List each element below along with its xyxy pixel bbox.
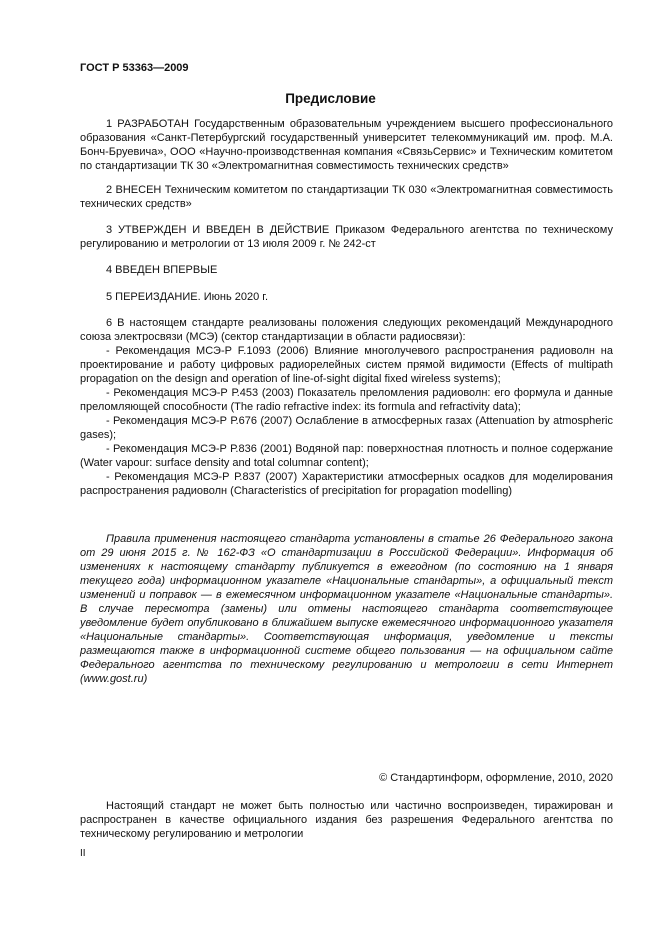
item-2-submitted-by: 2 ВНЕСЕН Техническим комитетом по стандартизации ТК 030 «Электромагнитная совместимость технических средств»	[80, 184, 613, 210]
item-4-introduced: 4 ВВЕДЕН ВПЕРВЫЕ	[106, 264, 218, 276]
item-6-intro: 6 В настоящем стандарте реализованы положения следующих рекомендаций Международного союза электросвязи (МСЭ) (сектор стандартизации в области радиосвязи):	[80, 317, 613, 343]
recommendation-p837: - Рекомендация МСЭ-Р Р.837 (2007) Характеристики атмосферных осадков для моделирования распространения радиоволн (Characteristics of precipitation for propagation modelling)	[80, 471, 613, 497]
item-3-approved: 3 УТВЕРЖДЕН И ВВЕДЕН В ДЕЙСТВИЕ Приказом Федерального агентства по техническому регулированию и метрологии от 13 июля 2009 г. № 242-ст	[80, 224, 613, 250]
recommendation-p453: - Рекомендация МСЭ-Р Р.453 (2003) Показатель преломления радиоволн: его формула и данные преломляющей способности (The radio refractive index: its formula and refractivity data);	[80, 387, 613, 413]
standard-code: ГОСТ Р 53363—2009	[80, 62, 189, 74]
recommendation-f1093: - Рекомендация МСЭ-Р F.1093 (2006) Влияние многолучевого распространения радиоволн на проектирование и работу цифровых радиорелейных систем прямой видимости (Effects of multipath propagation on the design and operation of line-of-sight digital fixed wireless systems);	[80, 345, 613, 385]
copyright-line: © Стандартинформ, оформление, 2010, 2020	[379, 772, 613, 784]
reproduction-notice: Настоящий стандарт не может быть полностью или частично воспроизведен, тиражирован и распространен в качестве официального издания без разрешения Федерального агентства по техническому регулированию и метрологии	[80, 800, 613, 840]
page-title: Предисловие	[285, 91, 376, 106]
item-6-recommendations	[80, 316, 613, 498]
item-5-reissue: 5 ПЕРЕИЗДАНИЕ. Июнь 2020 г.	[106, 291, 268, 303]
rules-of-application-note: Правила применения настоящего стандарта установлены в статье 26 Федерального закона от 29 июня 2015 г. № 162-ФЗ «О стандартизации в Российской Федерации». Информация об изменениях к настоящему стандарту публикуется в ежегодном (по состоянию на 1 января текущего года) информационном указателе «Национальные стандарты», а официальный текст изменений и поправок — в ежемесячном информационном указателе «Национальные стандарты». В случае пересмотра (замены) или отмены настоящего стандарта соответствующее уведомление будет опубликовано в ближайшем выпуске ежемесячного информационного указателя «Национальные стандарты». Соответствующая информация, уведомление и тексты размещаются также в информационной системе общего пользования — на официальном сайте Федерального агентства по техническому регулированию и метрологии в сети Интернет (www.gost.ru)	[80, 533, 613, 685]
recommendation-p836: - Рекомендация МСЭ-Р Р.836 (2001) Водяной пар: поверхностная плотность и полное содержание (Water vapour: surface density and total columnar content);	[80, 443, 613, 469]
page-number: II	[80, 848, 86, 859]
item-1-developed-by: 1 РАЗРАБОТАН Государственным образовательным учреждением высшего профессионального образования «Санкт-Петербургский государственный университет телекоммуникаций им. проф. М.А. Бонч-Бруевича», ООО «Научно-производственная компания «СвязьСервис» и Техническим комитетом по стандартизации ТК 30 «Электромагнитная совместимость технических средств»	[80, 118, 613, 172]
recommendation-p676: - Рекомендация МСЭ-Р Р.676 (2007) Ослабление в атмосферных газах (Attenuation by atmospheric gases);	[80, 415, 613, 441]
